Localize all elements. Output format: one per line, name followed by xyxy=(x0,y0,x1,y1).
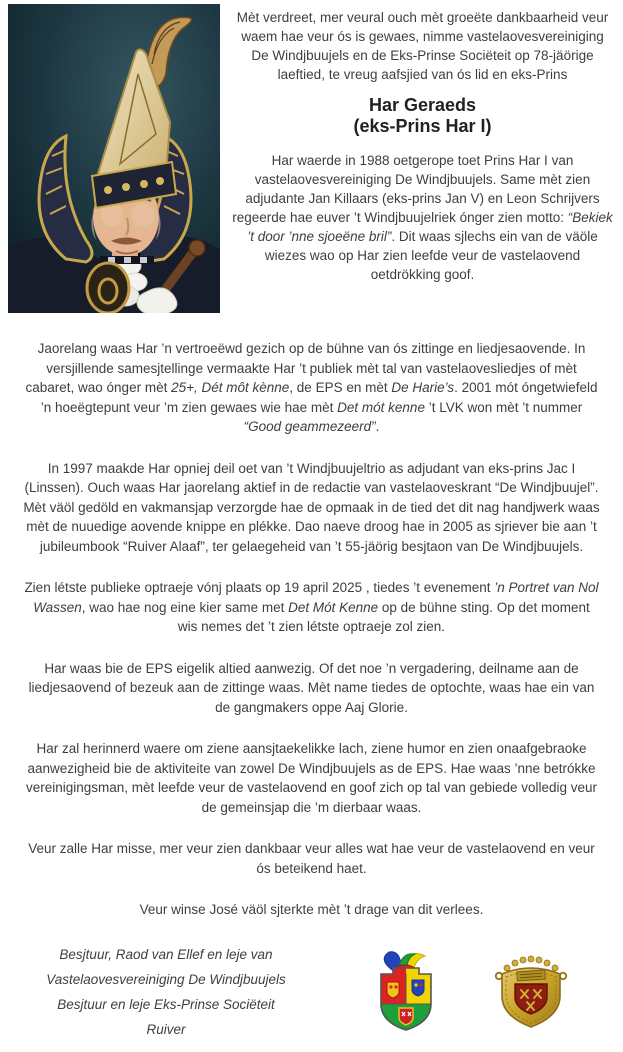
footer xyxy=(0,942,623,1052)
portrait-photo xyxy=(8,4,220,313)
top-section xyxy=(0,0,623,313)
eks-prinse-societeit-badge-logo xyxy=(491,954,571,1030)
paragraph-last-performance: Zien létste publieke optraeje vónj plaats op 19 april 2025 , tiedes ’t evenement ’n Portret van Nol Wassen, wao hae nog eine kier same met Det Mót Kenne op de bühne sting. Op det moment wis nemes det ’t zien létste optraeje zol zien. xyxy=(24,580,599,634)
intro-column xyxy=(220,4,615,313)
paragraph-eps: Har waas bie de EPS eigelik altied aanwezig. Of det noe ’n vergadering, deilname aan de liedjesaovend of bezeuk aan de zittinge waas. Mèt name tiedes de optochte, waas hae ein van de gangmakers oppe Aaj Glorie. xyxy=(28,660,595,715)
paragraph-gratitude: Veur zalle Har misse, mer veur zien dankbaar veur alles wat hae veur de vastelaovend en veur ós beteikend haet. xyxy=(28,841,595,876)
portrait-illustration xyxy=(8,4,220,313)
paragraph-trio: In 1997 maakde Har opniej deil oet van ’t Windjbuujeltrio as adjudant van eks-prins Jac I (Linssen). Ouch waas Har jaorelang aktief in de redactie van vastelaoveskrant “De Windjbuujel”. Mèt väöl gedöld en vakmansjap verzorgde hae de opmaak in de tied det dit nag handjwerk waas mèt de nuuedige aovende knippe en plékke. Dao naeve droog hae in 2005 as sjriever bie aan ’t jubileumbook “Ruiver Alaaf”, ter gelaegeheid van ’t 55-jäörig besjtaon van De Windjbuujels. xyxy=(23,460,600,554)
signature-line: Besjtuur en leje Eks-Prinse Sociëteit Ruiver xyxy=(57,996,275,1037)
bio-paragraph: Har waerde in 1988 oetgerope toet Prins Har I van vastelaovesvereiniging De Windjbuujels. Same mèt zien adjudante Jan Killaars (eks-prins Jan V) en Leon Schrijvers regeerde hae euver ’t Windjbuujelriek ónger zien motto: “Bekiek ’t door ’nne sjoeëne bril”. Dit waas sjlechs ein van de väöle wiezes wao op Har zien leefde veur de vastelaovend oetdrökking goof. xyxy=(232,153,613,282)
logos xyxy=(375,950,571,1034)
deceased-title: (eks-Prins Har I) xyxy=(353,116,492,136)
paragraph-career: Jaorelang waas Har ’n vertroeëwd gezich op de bühne van ós zittinge en liedjesaovende. In versjillende samesjtellinge vermaakte Har ’t publiek mèt tal van vastelaovesliedjes of mèt cabaret, wao ónger mèt 25+, Dét môt kènne, de EPS en mèt De Harie’s. 2001 mót óngetwiefeld ’n hoeëgtepunt veur ’m zien gewaes wie hae mèt Det mót kenne ’t LVK won mèt ’t nummer “Good geammezeerd”. xyxy=(25,341,598,434)
signature-line: Besjtuur, Raod van Ellef en leje van xyxy=(59,946,273,962)
body-text xyxy=(0,339,623,920)
intro-paragraph: Mèt verdreet, mer veural ouch mèt groeëte dankbaarheid veur waem hae veur ós is gewaes, nimme vastelaovesvereiniging De Windjbuujels en de Eks-Prinse Sociëteit op 78-jäörige laeftied, te vreug aafsjied van ós lid en eks-Prins xyxy=(236,10,609,82)
paragraph-condolence: Veur winse José väöl sjterkte mèt ’t drage van dit verlees. xyxy=(139,902,484,917)
windjbuujels-crest-logo xyxy=(375,950,437,1034)
deceased-name: Har Geraeds xyxy=(368,95,477,115)
paragraph-remembrance: Har zal herinnerd waere om ziene aansjtaekelikke lach, ziene humor en zien onaafgebraoke aanwezigheid bie de aktiviteite van zowel De Windjbuujels as de EPS. Hae waas ’nne betrókke vereinigingsman, mèt leefde veur de vastelaovend en goof zich op tal van gebiede volledig veur de gemeinsjap die ’m dierbaar waas. xyxy=(25,741,598,815)
signature-block xyxy=(40,942,292,1042)
signature-line: Vastelaovesvereiniging De Windjbuujels xyxy=(46,971,286,987)
